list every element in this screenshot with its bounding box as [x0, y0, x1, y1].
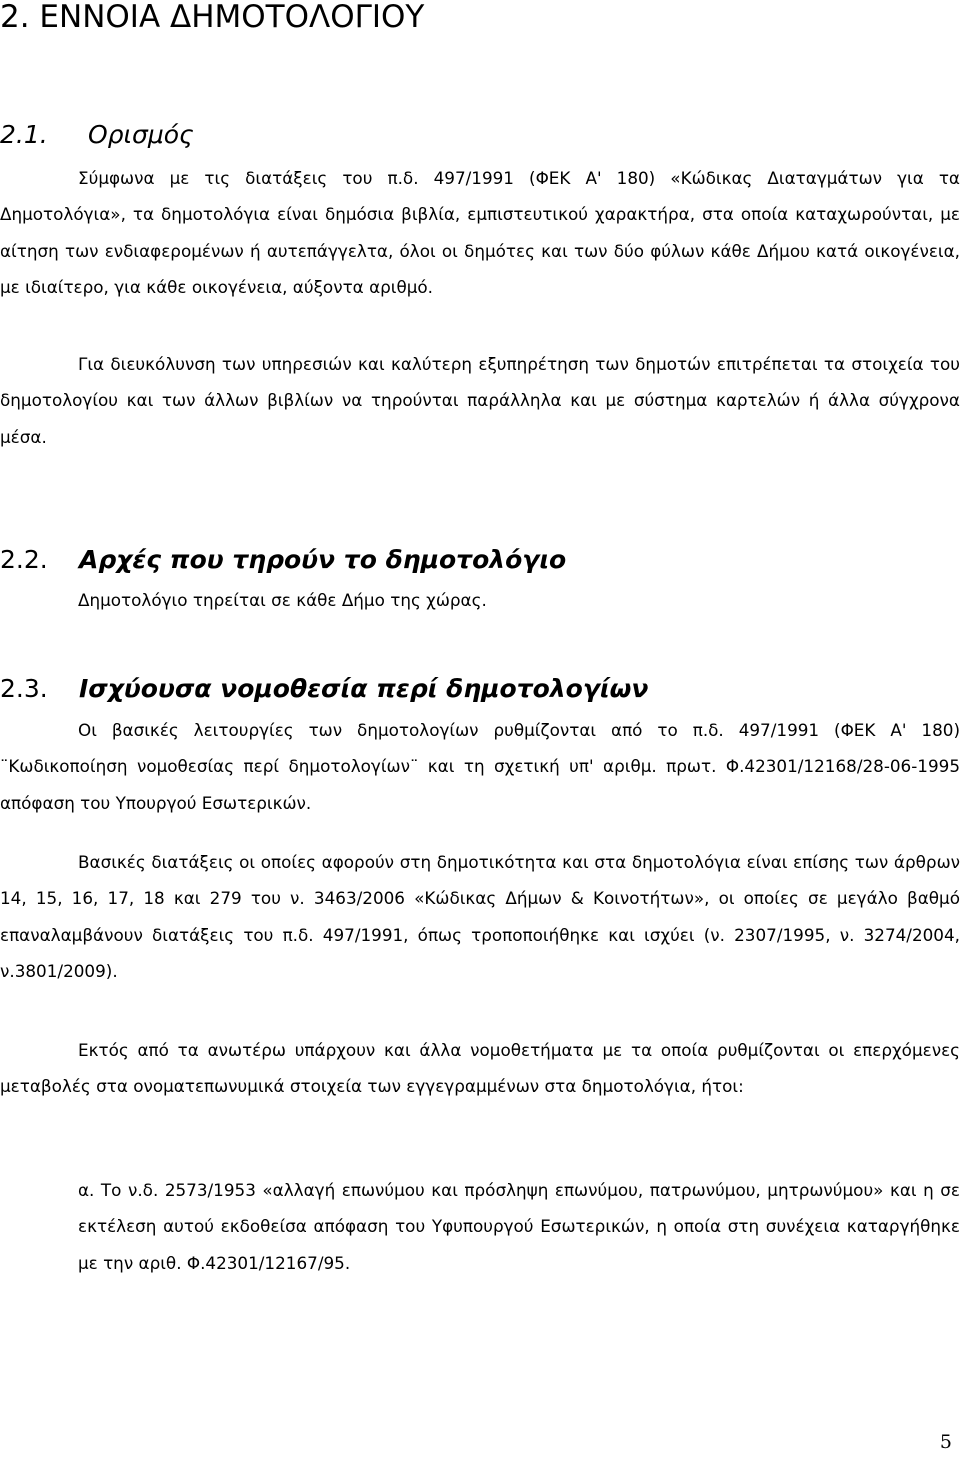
section-2-3-heading: [0, 674, 648, 704]
page-number: 5: [939, 1431, 952, 1453]
section-title: Αρχές που τηρούν το δημοτολόγιο: [79, 545, 567, 574]
section-title: Ισχύουσα νομοθεσία περί δημοτολογίων: [79, 674, 649, 703]
section-number: 2.3.: [0, 674, 48, 703]
section-title: Ορισμός: [88, 120, 194, 149]
paragraph-legislation: Οι βασικές λειτουργίες των δημοτολογίων ρυθμίζονται από το π.δ. 497/1991 (ΦΕΚ Α' 180) ¨Κωδικοποίηση νομοθεσίας περί δημοτολογίων¨ και τη σχετική υπ' αριθμ. πρωτ. Φ.42301/12168/28-06-1995 απόφαση του Υπουργού Εσωτερικών.: [0, 720, 960, 813]
paragraph-definition: Σύμφωνα με τις διατάξεις του π.δ. 497/1991 (ΦΕΚ Α' 180) «Κώδικας Διαταγμάτων για τα Δημοτολόγια», τα δημοτολόγια είναι δημόσια βιβλία, εμπιστευτικού χαρακτήρα, στα οποία καταχωρούνται, με αίτηση των ενδιαφερομένων ή αυτεπάγγελτα, όλοι οι δημότες και των δύο φύλων κάθε Δήμου κατά οικογένεια, με ιδιαίτερο, για κάθε οικογένεια, αύξοντα αριθμό.: [0, 168, 960, 297]
list-item-a: α. Το ν.δ. 2573/1953 «αλλαγή επωνύμου και πρόσληψη επωνύμου, πατρωνύμου, μητρωνύμου» και η σε εκτέλεση αυτού εκδοθείσα απόφαση του Υφυπουργού Εσωτερικών, η οποία στη συνέχεια καταργήθηκε με την αριθ. Φ.42301/12167/95.: [78, 1180, 960, 1273]
main-heading: 2. ΕΝΝΟΙΑ ΔΗΜΟΤΟΛΟΓΙΟΥ: [0, 0, 425, 35]
paragraph-principles: Δημοτολόγιο τηρείται σε κάθε Δήμο της χώρας.: [78, 590, 487, 610]
section-2-2-heading: [0, 545, 566, 575]
paragraph-other-laws: Εκτός από τα ανωτέρω υπάρχουν και άλλα νομοθετήματα με τα οποία ρυθμίζονται οι επερχόμενες μεταβολές στα ονοματεπωνυμικά στοιχεία των εγγεγραμμένων στα δημοτολόγια, ήτοι:: [0, 1040, 960, 1097]
paragraph-basic-provisions: Βασικές διατάξεις οι οποίες αφορούν στη δημοτικότητα και στα δημοτολόγια είναι επίσης των άρθρων 14, 15, 16, 17, 18 και 279 του ν. 3463/2006 «Κώδικας Δήμων & Κοινοτήτων», οι οποίες σε μεγάλο βαθμό επαναλαμβάνουν διατάξεις του π.δ. 497/1991, όπως τροποποιήθηκε και ισχύει (ν. 2307/1995, ν. 3274/2004, ν.3801/2009).: [0, 852, 960, 981]
section-2-1-heading: [0, 120, 194, 150]
section-number: 2.1.: [0, 120, 48, 149]
paragraph-cards: Για διευκόλυνση των υπηρεσιών και καλύτερη εξυπηρέτηση των δημοτών επιτρέπεται τα στοιχεία του δημοτολογίου και των άλλων βιβλίων να τηρούνται παράλληλα και με σύστημα καρτελών ή άλλα σύγχρονα μέσα.: [0, 354, 960, 447]
section-number: 2.2.: [0, 545, 48, 574]
